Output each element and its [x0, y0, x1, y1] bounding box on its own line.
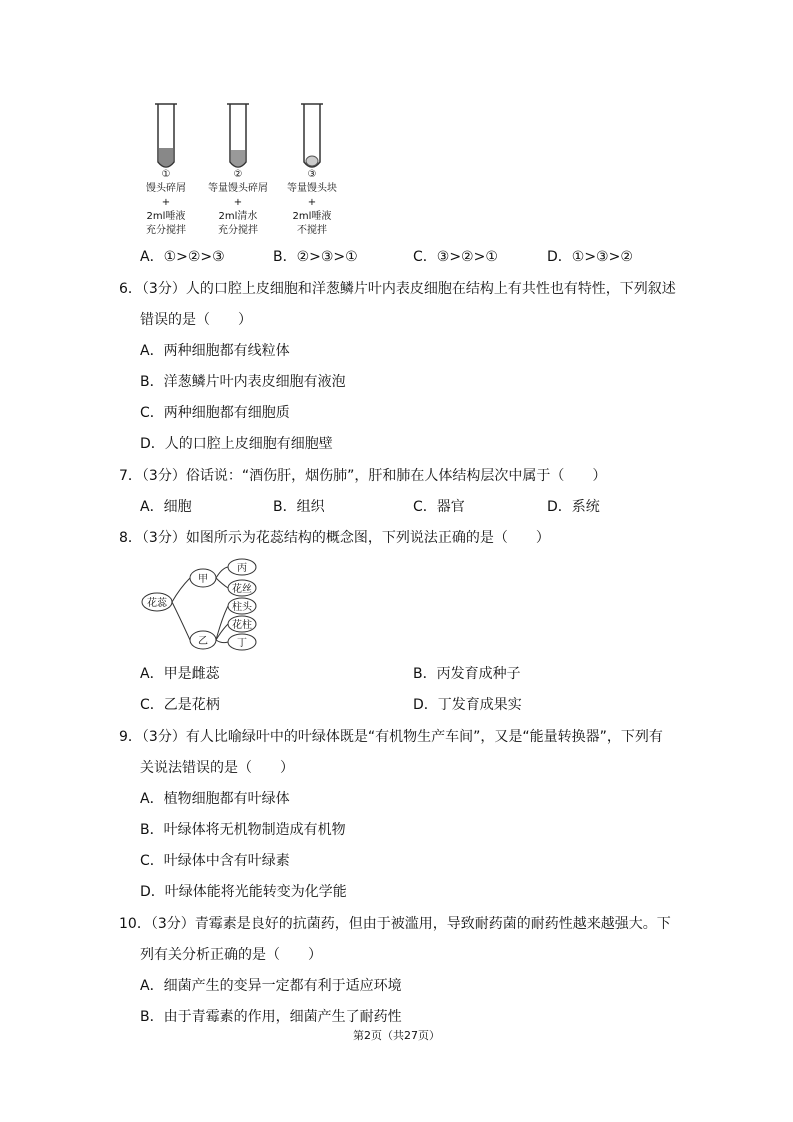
q10-stem-line1: 10．（3分）青霉素是良好的抗菌药，但由于被滥用，导致耐药菌的耐药性越来越强大。下 — [119, 916, 671, 932]
tube-label-1: ① 馒头碎屑 + 2ml唾液 充分搅拌 — [146, 169, 186, 236]
q6-stem-line2: 错误的是（ ） — [140, 312, 252, 328]
tube-figure — [140, 100, 340, 240]
page-footer: 第2页（共27页） — [353, 1029, 440, 1042]
q9-option-d: D．叶绿体能将光能转变为化学能 — [140, 884, 347, 900]
q7-option-d: D．系统 — [547, 499, 600, 515]
q8-option-c: C．乙是花柄 — [140, 697, 220, 713]
q9-option-a: A．植物细胞都有叶绿体 — [140, 791, 290, 807]
node-c: 丙 — [237, 563, 247, 574]
node-e: 柱头 — [232, 602, 252, 613]
q5-option-c: C．③>②>① — [413, 249, 498, 265]
q6-option-d: D．人的口腔上皮细胞有细胞壁 — [140, 436, 333, 452]
node-d: 花丝 — [232, 584, 252, 595]
node-root: 花蕊 — [147, 598, 167, 609]
node-a: 甲 — [198, 574, 208, 585]
node-b: 乙 — [198, 636, 208, 647]
q9-option-c: C．叶绿体中含有叶绿素 — [140, 853, 290, 869]
q8-option-b: B．丙发育成种子 — [413, 666, 521, 682]
q10-stem-line2: 列有关分析正确的是（ ） — [140, 947, 322, 963]
q5-option-d: D．①>③>② — [547, 249, 633, 265]
q7-option-b: B．组织 — [273, 499, 325, 515]
node-f: 花柱 — [232, 620, 252, 631]
q5-option-b: B．②>③>① — [273, 249, 358, 265]
q7-stem: 7．（3分）俗话说：“酒伤肝，烟伤肺”，肝和肺在人体结构层次中属于（ ） — [119, 468, 607, 484]
q8-stem: 8．（3分）如图所示为花蕊结构的概念图，下列说法正确的是（ ） — [119, 530, 550, 546]
tube-label-3: ③ 等量馒头块 + 2ml唾液 不搅拌 — [287, 169, 337, 236]
tube-label-2: ② 等量馒头碎屑 + 2ml清水 充分搅拌 — [208, 169, 268, 236]
q6-option-c: C．两种细胞都有细胞质 — [140, 405, 290, 421]
q6-option-a: A．两种细胞都有线粒体 — [140, 343, 290, 359]
q9-stem-line2: 关说法错误的是（ ） — [140, 760, 294, 776]
q6-stem-line1: 6．（3分）人的口腔上皮细胞和洋葱鳞片叶内表皮细胞在结构上有共性也有特性，下列叙述 — [119, 281, 676, 297]
q7-option-a: A．细胞 — [140, 499, 192, 515]
q10-option-b: B．由于青霉素的作用，细菌产生了耐药性 — [140, 1009, 402, 1025]
q5-option-a: A．①>②>③ — [140, 249, 225, 265]
q9-option-b: B．叶绿体将无机物制造成有机物 — [140, 822, 346, 838]
q6-option-b: B．洋葱鳞片叶内表皮细胞有液泡 — [140, 374, 346, 390]
node-g: 丁 — [237, 638, 247, 649]
test-tube-1 — [155, 104, 177, 167]
q8-option-d: D．丁发育成果实 — [413, 697, 522, 713]
q7-option-c: C．器官 — [413, 499, 465, 515]
test-tube-2 — [227, 104, 249, 167]
q9-stem-line1: 9．（3分）有人比喻绿叶中的叶绿体既是“有机物生产车间”，又是“能量转换器”，下列有 — [119, 729, 663, 745]
q8-option-a: A．甲是雌蕊 — [140, 666, 220, 682]
pistil-stamen-diagram — [140, 558, 265, 654]
test-tube-3 — [301, 104, 323, 167]
q10-option-a: A．细菌产生的变异一定都有利于适应环境 — [140, 978, 402, 994]
